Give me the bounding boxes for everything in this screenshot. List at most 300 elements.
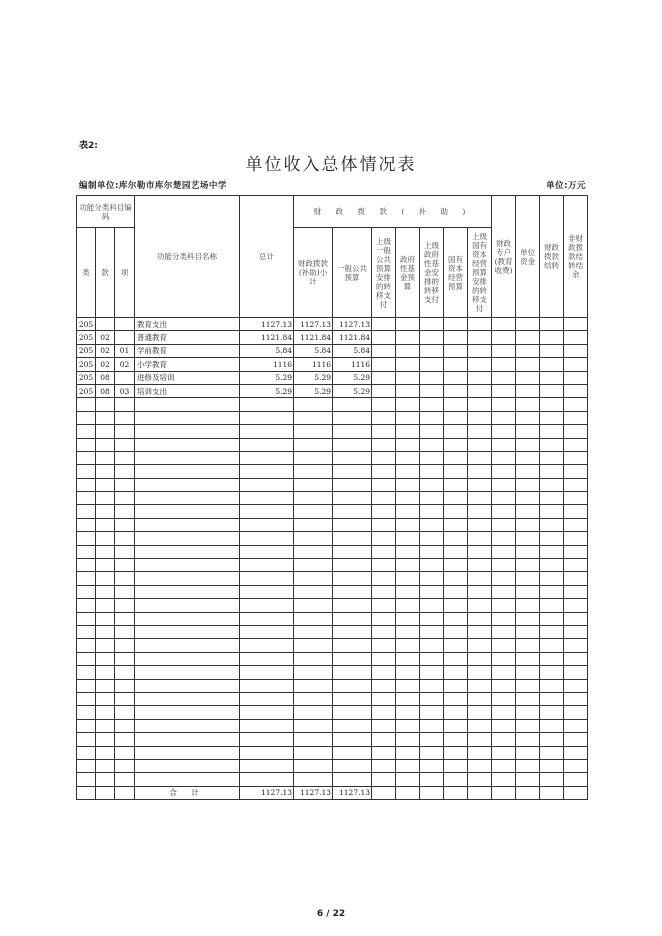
cell (396, 358, 420, 371)
cell (135, 719, 240, 732)
cell (240, 492, 294, 505)
cell (294, 559, 333, 572)
cell-name: 教育支出 (135, 318, 240, 331)
cell (516, 465, 540, 478)
cell (372, 492, 396, 505)
header-upper-general-transfer: 上级一般公共预算安排的转移支付 (372, 228, 396, 318)
cell (372, 786, 396, 799)
cell (135, 465, 240, 478)
cell (420, 438, 444, 451)
header-gov-fund-budget: 政府性基金预算 (396, 228, 420, 318)
cell (492, 572, 516, 585)
cell (77, 746, 96, 759)
cell (564, 532, 588, 545)
cell (564, 371, 588, 384)
blank-row (77, 478, 588, 491)
cell (135, 599, 240, 612)
cell-xiang: 01 (115, 344, 135, 357)
cell (468, 786, 492, 799)
cell (444, 652, 468, 665)
cell (492, 652, 516, 665)
cell (468, 759, 492, 772)
cell (77, 585, 96, 598)
cell (240, 478, 294, 491)
cell (444, 733, 468, 746)
cell (333, 465, 372, 478)
cell (372, 411, 396, 424)
cell (444, 371, 468, 384)
cell (540, 572, 564, 585)
cell (492, 532, 516, 545)
cell (444, 585, 468, 598)
cell (77, 733, 96, 746)
cell (564, 545, 588, 558)
cell (396, 679, 420, 692)
cell (444, 625, 468, 638)
cell (135, 585, 240, 598)
cell (516, 492, 540, 505)
cell (333, 585, 372, 598)
cell (115, 532, 135, 545)
cell (492, 492, 516, 505)
page-number: 6 / 22 (316, 909, 346, 919)
cell (492, 451, 516, 464)
cell (96, 652, 115, 665)
cell (240, 759, 294, 772)
cell (294, 733, 333, 746)
cell (420, 733, 444, 746)
cell (135, 652, 240, 665)
cell (333, 639, 372, 652)
cell (444, 706, 468, 719)
cell (396, 786, 420, 799)
cell-kuan: 02 (96, 331, 115, 344)
cell (540, 666, 564, 679)
cell (420, 786, 444, 799)
cell (516, 759, 540, 772)
cell (294, 612, 333, 625)
blank-row (77, 518, 588, 531)
cell (444, 612, 468, 625)
cell (333, 411, 372, 424)
cell-name: 培训支出 (135, 384, 240, 397)
cell (444, 786, 468, 799)
cell (564, 625, 588, 638)
cell (492, 733, 516, 746)
cell (420, 652, 444, 665)
cell (96, 505, 115, 518)
cell (492, 612, 516, 625)
cell-name: 学前教育 (135, 344, 240, 357)
cell (240, 585, 294, 598)
cell (396, 478, 420, 491)
cell (468, 478, 492, 491)
cell (444, 773, 468, 786)
blank-row (77, 692, 588, 705)
cell (240, 666, 294, 679)
cell (516, 679, 540, 692)
cell (420, 331, 444, 344)
cell (96, 706, 115, 719)
total-total: 1127.13 (240, 786, 294, 799)
cell (492, 585, 516, 598)
cell (135, 679, 240, 692)
cell (333, 612, 372, 625)
cell-lei: 205 (77, 331, 96, 344)
cell (420, 492, 444, 505)
cell (540, 612, 564, 625)
header-upper-state-capital-transfer: 上级国有资本经营预算安排的转移支付 (468, 228, 492, 318)
cell (77, 692, 96, 705)
cell (420, 425, 444, 438)
cell-kuan: 08 (96, 384, 115, 397)
cell (468, 398, 492, 411)
cell (516, 625, 540, 638)
header-fiscal-special-account: 财政专户(教育收费) (492, 196, 516, 318)
cell (77, 478, 96, 491)
cell (135, 612, 240, 625)
cell (135, 411, 240, 424)
cell (333, 398, 372, 411)
cell-total: 1121.84 (240, 331, 294, 344)
cell (333, 572, 372, 585)
cell (492, 411, 516, 424)
cell (444, 666, 468, 679)
org-label: 编制单位: (79, 181, 119, 191)
cell (77, 625, 96, 638)
cell (294, 759, 333, 772)
cell (492, 438, 516, 451)
cell (444, 344, 468, 357)
cell (96, 746, 115, 759)
cell (444, 492, 468, 505)
cell (372, 572, 396, 585)
cell (492, 679, 516, 692)
cell (468, 652, 492, 665)
cell (516, 358, 540, 371)
cell (77, 505, 96, 518)
cell (420, 358, 444, 371)
cell (564, 746, 588, 759)
cell (115, 545, 135, 558)
cell (135, 666, 240, 679)
cell (333, 719, 372, 732)
cell-general-budget: 5.29 (333, 384, 372, 397)
cell (540, 384, 564, 397)
cell (372, 545, 396, 558)
cell (333, 692, 372, 705)
blank-row (77, 639, 588, 652)
cell (294, 425, 333, 438)
cell (96, 759, 115, 772)
cell (372, 612, 396, 625)
cell (135, 451, 240, 464)
cell (333, 679, 372, 692)
cell-lei: 205 (77, 318, 96, 331)
blank-row (77, 746, 588, 759)
cell (540, 492, 564, 505)
cell (115, 652, 135, 665)
cell (492, 599, 516, 612)
cell (372, 478, 396, 491)
cell-general-budget: 1127.13 (333, 318, 372, 331)
table-row (77, 384, 588, 397)
cell (420, 572, 444, 585)
cell (468, 706, 492, 719)
cell (516, 411, 540, 424)
cell (492, 559, 516, 572)
cell (115, 518, 135, 531)
blank-row (77, 599, 588, 612)
cell (294, 465, 333, 478)
cell (333, 438, 372, 451)
cell (420, 465, 444, 478)
cell (77, 465, 96, 478)
cell (77, 425, 96, 438)
cell (444, 679, 468, 692)
cell (372, 532, 396, 545)
cell (77, 652, 96, 665)
cell (492, 318, 516, 331)
cell (372, 398, 396, 411)
cell (135, 746, 240, 759)
cell (372, 559, 396, 572)
header-name: 功能分类科目名称 (135, 196, 240, 318)
cell (468, 599, 492, 612)
cell (115, 639, 135, 652)
header-fiscal-subtotal: 财政拨款(补助)小计 (294, 228, 333, 318)
cell (96, 478, 115, 491)
cell (372, 639, 396, 652)
cell (540, 358, 564, 371)
cell (564, 384, 588, 397)
cell (372, 746, 396, 759)
cell (77, 679, 96, 692)
cell (240, 612, 294, 625)
cell (135, 438, 240, 451)
cell (396, 559, 420, 572)
cell (564, 465, 588, 478)
cell (564, 719, 588, 732)
cell (564, 706, 588, 719)
total-label: 合 计 (135, 786, 240, 799)
cell (396, 344, 420, 357)
cell (96, 559, 115, 572)
cell (135, 773, 240, 786)
cell (96, 398, 115, 411)
cell (444, 639, 468, 652)
header-xiang: 项 (115, 228, 135, 318)
cell (396, 451, 420, 464)
cell (540, 465, 564, 478)
table-row (77, 358, 588, 371)
cell (540, 759, 564, 772)
cell (294, 411, 333, 424)
cell (396, 318, 420, 331)
org-name: 库尔勒市库尔楚园艺场中学 (118, 181, 227, 191)
cell (96, 451, 115, 464)
cell (540, 639, 564, 652)
cell (516, 371, 540, 384)
cell (468, 545, 492, 558)
cell (540, 371, 564, 384)
cell (564, 478, 588, 491)
cell (396, 371, 420, 384)
cell (333, 652, 372, 665)
cell (444, 559, 468, 572)
cell (396, 599, 420, 612)
cell (468, 625, 492, 638)
cell-general-budget: 1121.84 (333, 331, 372, 344)
blank-row (77, 438, 588, 451)
cell (420, 759, 444, 772)
cell (372, 706, 396, 719)
table-row (77, 344, 588, 357)
cell (540, 545, 564, 558)
cell-kuan: 02 (96, 358, 115, 371)
cell-total: 1127.13 (240, 318, 294, 331)
cell (115, 612, 135, 625)
cell-fiscal-subtotal: 1127.13 (294, 318, 333, 331)
cell (372, 625, 396, 638)
cell (240, 706, 294, 719)
cell (135, 532, 240, 545)
unit-line (546, 179, 586, 191)
cell-total: 5.84 (240, 344, 294, 357)
cell (333, 492, 372, 505)
cell (540, 599, 564, 612)
cell (372, 425, 396, 438)
cell (115, 719, 135, 732)
cell (240, 398, 294, 411)
cell (516, 639, 540, 652)
cell (294, 572, 333, 585)
cell (77, 599, 96, 612)
cell (372, 679, 396, 692)
cell (444, 318, 468, 331)
cell-general-budget: 5.84 (333, 344, 372, 357)
cell (240, 545, 294, 558)
cell (372, 358, 396, 371)
cell (372, 773, 396, 786)
cell (96, 545, 115, 558)
cell (135, 572, 240, 585)
cell (115, 451, 135, 464)
cell (516, 451, 540, 464)
cell (540, 438, 564, 451)
cell (115, 505, 135, 518)
cell (516, 612, 540, 625)
cell (492, 746, 516, 759)
org-line (79, 179, 227, 191)
cell-kuan: 02 (96, 344, 115, 357)
cell (564, 679, 588, 692)
cell (135, 559, 240, 572)
blank-row (77, 733, 588, 746)
header-fiscal-carryover: 财政拨款结转 (540, 196, 564, 318)
cell (115, 706, 135, 719)
cell (96, 465, 115, 478)
cell (396, 492, 420, 505)
cell (77, 438, 96, 451)
cell (540, 733, 564, 746)
cell (240, 733, 294, 746)
cell (240, 505, 294, 518)
cell (564, 518, 588, 531)
cell (96, 773, 115, 786)
cell (333, 599, 372, 612)
cell (77, 666, 96, 679)
cell (516, 719, 540, 732)
cell (468, 331, 492, 344)
cell (115, 559, 135, 572)
blank-row (77, 559, 588, 572)
cell (516, 572, 540, 585)
cell (333, 733, 372, 746)
cell (516, 318, 540, 331)
blank-row (77, 398, 588, 411)
cell (492, 786, 516, 799)
cell (516, 532, 540, 545)
cell (396, 545, 420, 558)
cell (444, 599, 468, 612)
cell (240, 692, 294, 705)
cell (564, 492, 588, 505)
blank-row (77, 425, 588, 438)
cell (516, 398, 540, 411)
cell (396, 384, 420, 397)
cell (294, 706, 333, 719)
cell (294, 666, 333, 679)
cell (564, 652, 588, 665)
cell (540, 679, 564, 692)
cell (96, 692, 115, 705)
cell (540, 532, 564, 545)
cell (333, 746, 372, 759)
cell (333, 559, 372, 572)
blank-row (77, 492, 588, 505)
cell-total: 5.29 (240, 371, 294, 384)
cell (396, 759, 420, 772)
cell (135, 733, 240, 746)
cell (420, 585, 444, 598)
cell (333, 532, 372, 545)
cell (294, 692, 333, 705)
cell (420, 746, 444, 759)
cell (468, 639, 492, 652)
cell (468, 559, 492, 572)
cell-general-budget: 1116 (333, 358, 372, 371)
cell (77, 773, 96, 786)
cell-name: 小学教育 (135, 358, 240, 371)
cell (115, 478, 135, 491)
cell (540, 692, 564, 705)
cell (396, 398, 420, 411)
cell (240, 625, 294, 638)
cell-lei: 205 (77, 371, 96, 384)
cell (96, 438, 115, 451)
cell (135, 625, 240, 638)
blank-row (77, 572, 588, 585)
cell (77, 398, 96, 411)
cell (372, 371, 396, 384)
cell (540, 478, 564, 491)
cell (96, 612, 115, 625)
header-total: 总计 (240, 196, 294, 318)
cell (294, 518, 333, 531)
cell (492, 706, 516, 719)
cell (396, 438, 420, 451)
